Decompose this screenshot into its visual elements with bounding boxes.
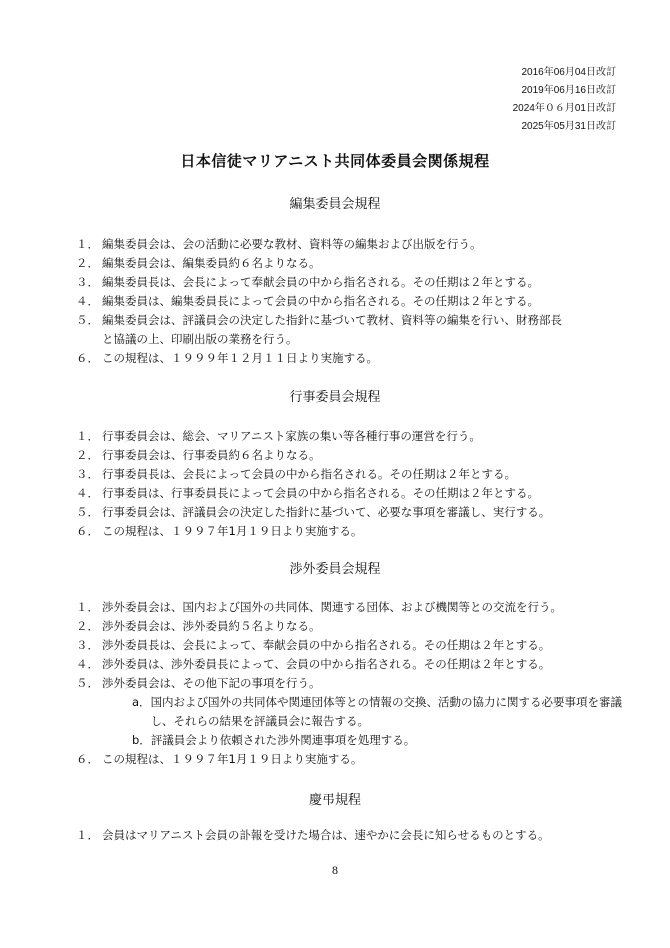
item-number: １． [76,237,99,251]
revision-date: 2016年06月04日改訂 [521,67,616,78]
item-text: 編集委員会は、評議員会の決定した指針に基づいて教材、資料等の編集を行い、財務部長 [102,313,562,327]
item-number: ２． [76,448,99,462]
sub-item-text: 評議員会より依頼された渉外関連事項を処理する。 [150,733,416,747]
revision-date: 2025年05月31日改訂 [521,121,616,132]
item-text: この規程は、１９９９年１２月１１日より実施する。 [102,351,378,365]
item-text: この規程は、１９９７年1月１９日より実施する。 [102,524,363,538]
sub-item [132,731,622,750]
item-number: ３． [76,467,99,481]
revision-history [513,64,616,136]
item-number: ３． [76,638,99,652]
item-number: １． [76,600,99,614]
item-text: 編集委員会は、編集委員約６名よりなる。 [102,256,321,270]
condolence-rules-list [76,826,616,845]
list-item [76,617,616,636]
item-text: 行事委員会は、評議員会の決定した指針に基づいて、必要な事項を審議し、実行する。 [102,505,551,519]
item-text: 渉外委員長は、会長によって、奉献会員の中から指名される。その任期は２年とする。 [102,638,551,652]
item-text: 行事委員長は、会長によって会員の中から指名される。その任期は２年とする。 [102,467,516,481]
item-text: 行事委員は、行事委員長によって会員の中から指名される。その任期は２年とする。 [102,486,539,500]
list-item [76,674,623,750]
list-item [76,446,616,465]
item-number: ２． [76,256,99,270]
list-item [76,503,616,522]
list-item [76,522,616,541]
item-text: 行事委員会は、行事委員約６名よりなる。 [102,448,321,462]
item-number: １． [76,828,99,842]
item-number: ６． [76,351,99,365]
list-item [76,598,616,617]
list-item [76,292,616,311]
editorial-rules-list [76,235,616,368]
list-item [76,655,616,674]
item-text: 渉外委員会は、渉外委員約５名よりなる。 [102,619,321,633]
sub-item-label: a． [132,695,151,709]
item-text: 編集委員長は、会長によって奉献会員の中から指名される。その任期は２年とする。 [102,275,539,289]
list-item [76,465,616,484]
section-heading-editorial: 編集委員会規程 [289,197,381,212]
item-number: ５． [76,505,99,519]
external-rules-list [76,598,623,769]
list-item [76,427,616,446]
item-number: １． [76,429,99,443]
sub-item-list [102,693,622,750]
item-number: ４． [76,486,99,500]
revision-date: 2024年０６月01日改訂 [512,103,616,114]
sub-item [132,693,622,731]
item-number: ５． [76,676,99,690]
item-text: 渉外委員は、渉外委員長によって、会員の中から指名される。その任期は２年とする。 [102,657,551,671]
item-number: ６． [76,752,99,766]
section-heading-condolence: 慶弔規程 [308,793,361,808]
item-text-continued: と協議の上、印刷出版の業務を行う。 [102,332,298,346]
item-number: ５． [76,313,99,327]
list-item [76,349,616,368]
item-number: ４． [76,294,99,308]
sub-item-text: 国内および国外の共同体や関連団体等との情報の交換、活動の協力に関する必要事項を審議 [150,695,623,709]
item-text: 会員はマリアニスト会員の訃報を受けた場合は、速やかに会長に知らせるものとする。 [102,828,550,842]
list-item [76,826,616,845]
list-item [76,254,616,273]
section-heading-external: 渉外委員会規程 [289,562,381,577]
list-item [76,484,616,503]
item-text: 編集委員は、編集委員長によって会員の中から指名される。その任期は２年とする。 [102,294,539,308]
list-item [76,750,616,769]
item-text: この規程は、１９９７年1月１９日より実施する。 [102,752,363,766]
item-text: 渉外委員会は、国内および国外の共同体、関連する団体、および機関等との交流を行う。 [102,600,562,614]
sub-item-text-continued: し、それらの結果を評議員会に報告する。 [150,714,370,728]
item-text: 編集委員会は、会の活動に必要な教材、資料等の編集および出版を行う。 [102,237,482,251]
revision-date: 2019年06月16日改訂 [521,85,616,96]
item-number: ３． [76,275,99,289]
list-item [76,311,616,349]
item-number: ４． [76,657,99,671]
item-text: 行事委員会は、総会、マリアニスト家族の集い等各種行事の運営を行う。 [102,429,481,443]
list-item [76,636,616,655]
list-item [76,235,616,254]
document-title: 日本信徒マリアニスト共同体委員会関係規程 [180,152,490,170]
sub-item-label: b． [132,733,151,747]
page-number: 8 [332,863,338,877]
list-item [76,273,616,292]
section-heading-events: 行事委員会規程 [289,390,381,405]
item-number: ６． [76,524,99,538]
item-number: ２． [76,619,99,633]
events-rules-list [76,427,616,541]
item-text: 渉外委員会は、その他下記の事項を行う。 [102,676,321,690]
